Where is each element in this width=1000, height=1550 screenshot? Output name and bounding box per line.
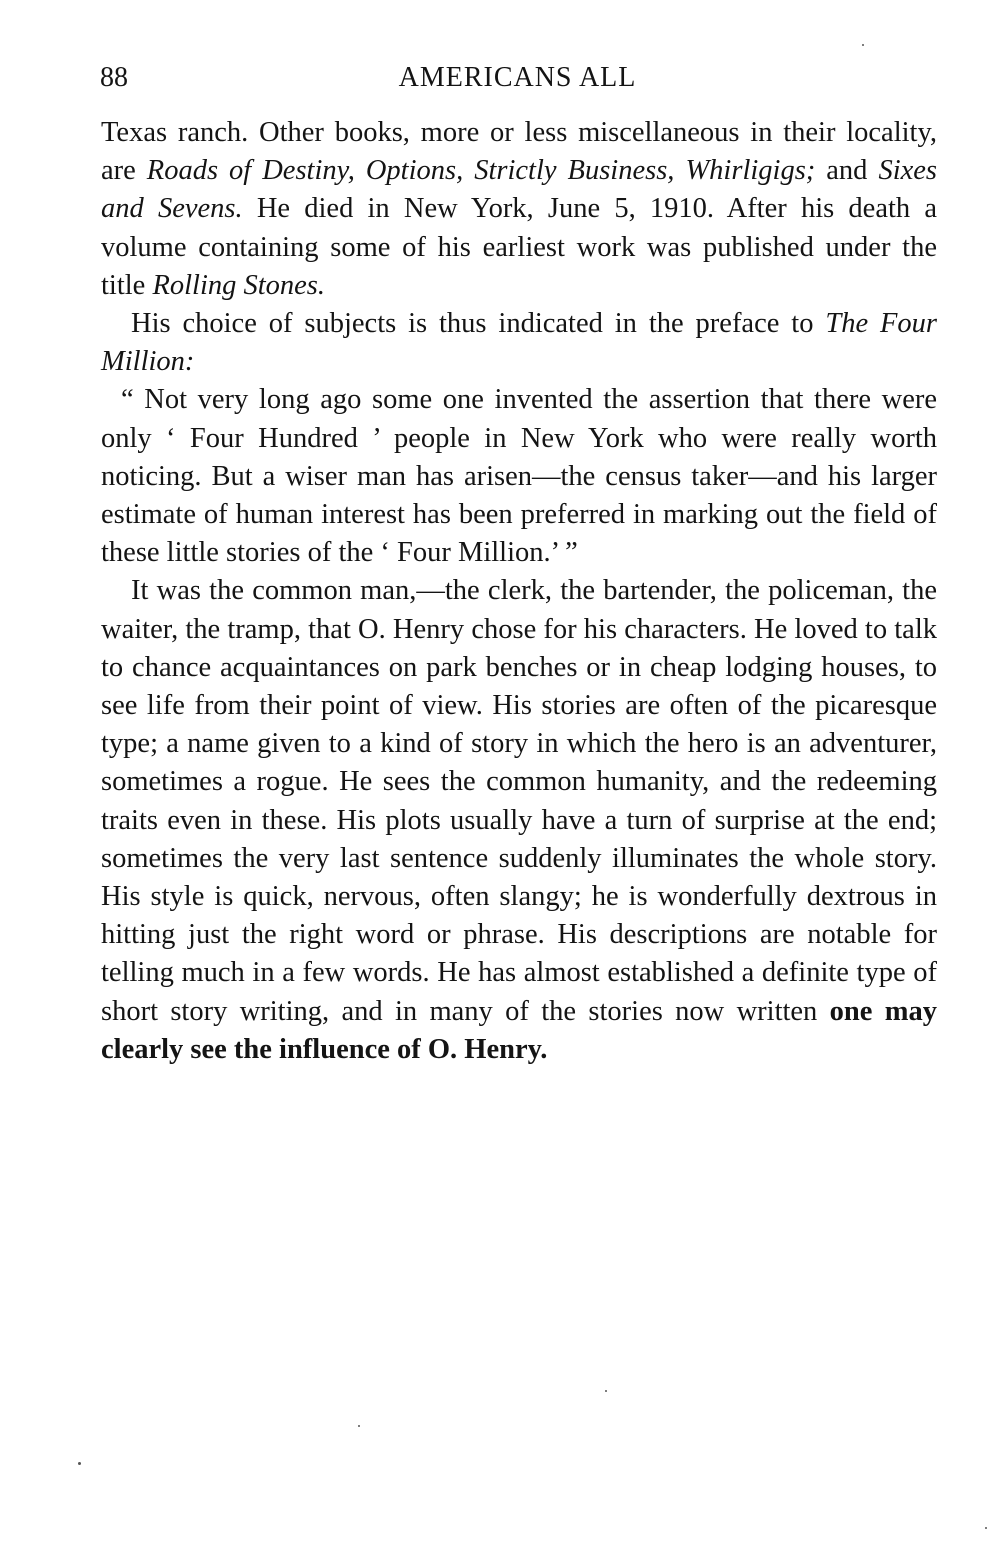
quotation-paragraph: “ Not very long ago some one invented the assertion that there were only ‘ Four Hundred ’ people in New York who were really worth noticing. But a wiser man has arisen—the census taker—and his larger estimate of human interest has been preferred in marking out the field of these little stories of the ‘ Four Million.’ ” — [101, 384, 937, 569]
running-title: AMERICANS ALL — [398, 62, 637, 93]
page-header — [100, 58, 935, 98]
p1-text-1: Texas ranch. Other books, more or less miscellaneous in their locality, are — [101, 117, 937, 187]
p1-title-4: Rolling Stones. — [152, 269, 326, 301]
p1-text-3: and — [815, 155, 879, 187]
paragraph-4 — [101, 572, 937, 1069]
p4-text: It was the common man,—the clerk, the bartender, the policeman, the waiter, the tramp, that O. Henry chose for his characters. He loved to talk to chance acquaintances on park benches or in cheap lodging houses, to see life from their point of view. His stories are often of the picaresque type; a name given to a kind of story in which the hero is an adventurer, sometimes a rogue. He sees the common humanity, and the redeeming traits even in these. His plots usually have a turn of surprise at the end; sometimes the very last sentence suddenly illuminates the whole story. His style is quick, nervous, often slangy; he is wonderfully dextrous in hitting just the right word or phrase. His descriptions are notable for telling much in a few words. He has almost established a definite type of short story writing, and in many of the stories now written — [101, 575, 937, 1027]
body-text — [101, 114, 937, 1069]
p1-title-3: Sixes and Sevens. — [101, 155, 938, 225]
p1-text-2 — [674, 155, 685, 186]
print-speck — [985, 1527, 987, 1529]
paragraph-2 — [101, 305, 937, 381]
p2-text-1: His choice of subjects is thus indicated in the preface to — [131, 308, 826, 340]
paragraph-1 — [101, 114, 937, 305]
print-speck — [78, 1462, 81, 1465]
print-speck — [605, 1390, 607, 1392]
print-speck — [358, 1425, 360, 1427]
p2-title-1: The Four Million: — [101, 308, 937, 378]
p1-text-4: He died in New York, June 5, 1910. After his death a volume containing some of his earliest work was published under the title — [101, 193, 937, 301]
print-speck — [862, 44, 864, 46]
p4-final-line: one may clearly see the influence of O. Henry. — [101, 995, 937, 1065]
p1-title-1: Roads of Destiny, Options, Strictly Business, — [146, 155, 675, 187]
page-number: 88 — [100, 62, 128, 93]
p1-title-2: Whirligigs; — [685, 155, 816, 187]
